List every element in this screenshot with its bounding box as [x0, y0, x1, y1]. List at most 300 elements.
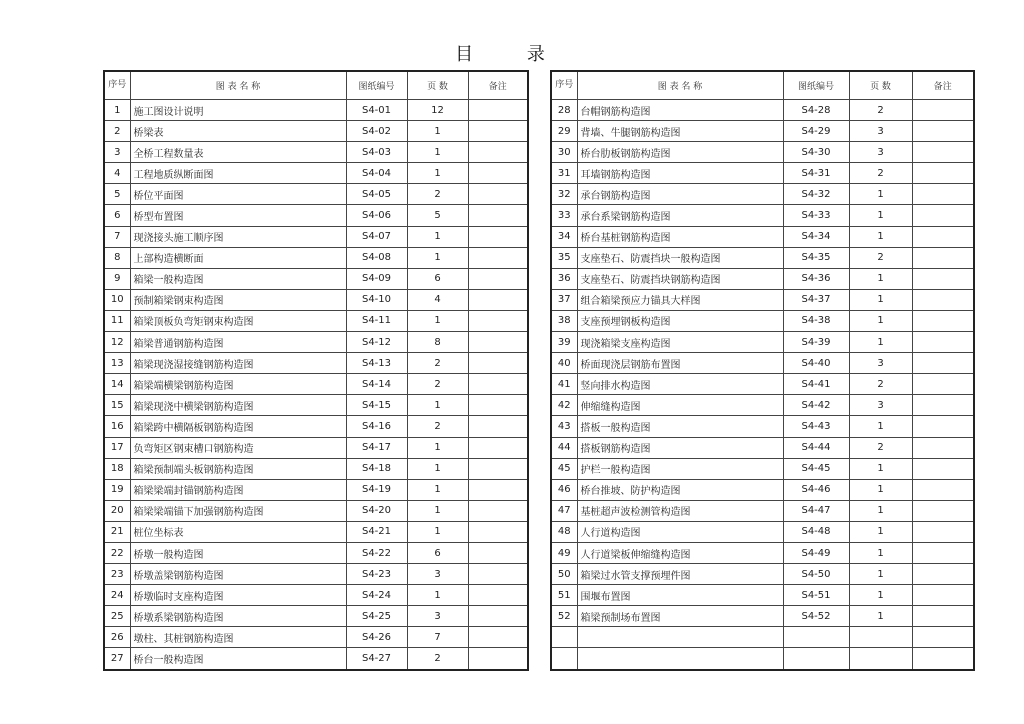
row-drawing-no: S4-43 [783, 416, 849, 437]
row-pages: 1 [849, 268, 912, 289]
row-seq: 37 [551, 289, 577, 310]
row-pages: 6 [407, 268, 468, 289]
table-row [104, 142, 528, 163]
row-pages: 1 [407, 163, 468, 184]
row-drawing-no: S4-23 [346, 564, 407, 585]
table-row [551, 606, 974, 627]
row-name: 人行道梁板伸缩缝构造图 [577, 542, 783, 563]
row-name: 桥面现浇层钢筋布置图 [577, 353, 783, 374]
table-row [104, 416, 528, 437]
row-pages: 2 [849, 437, 912, 458]
row-remark [468, 374, 528, 395]
row-pages: 1 [407, 247, 468, 268]
row-seq: 44 [551, 437, 577, 458]
row-name: 承台系梁钢筋构造图 [577, 205, 783, 226]
row-seq: 49 [551, 542, 577, 563]
row-pages: 1 [407, 226, 468, 247]
row-name: 桥墩系梁钢筋构造图 [130, 606, 346, 627]
row-drawing-no: S4-20 [346, 500, 407, 521]
table-row [551, 100, 974, 121]
header-pages: 页 数 [407, 71, 468, 100]
row-seq: 5 [104, 184, 130, 205]
row-pages: 1 [407, 521, 468, 542]
row-name [577, 627, 783, 648]
header-seq: 序号 [104, 71, 130, 100]
row-drawing-no: S4-40 [783, 353, 849, 374]
table-row [104, 353, 528, 374]
row-drawing-no: S4-14 [346, 374, 407, 395]
table-row [551, 395, 974, 416]
row-drawing-no: S4-38 [783, 310, 849, 331]
row-name: 桥位平面图 [130, 184, 346, 205]
row-name: 全桥工程数量表 [130, 142, 346, 163]
table-row [104, 500, 528, 521]
row-name: 桥型布置图 [130, 205, 346, 226]
table-row [104, 374, 528, 395]
row-remark [468, 142, 528, 163]
row-name: 桥梁表 [130, 121, 346, 142]
row-seq: 11 [104, 310, 130, 331]
table-row [104, 100, 528, 121]
row-remark [912, 585, 974, 606]
row-drawing-no [783, 648, 849, 670]
table-row [104, 289, 528, 310]
row-name: 箱梁过水管支撑预埋件图 [577, 564, 783, 585]
header-name: 图 表 名 称 [130, 71, 346, 100]
row-seq: 35 [551, 247, 577, 268]
row-drawing-no [783, 627, 849, 648]
row-seq: 25 [104, 606, 130, 627]
row-remark [468, 247, 528, 268]
row-drawing-no: S4-44 [783, 437, 849, 458]
row-seq: 15 [104, 395, 130, 416]
header-drawing-no: 图纸编号 [346, 71, 407, 100]
row-pages: 5 [407, 205, 468, 226]
row-drawing-no: S4-03 [346, 142, 407, 163]
table-row [551, 142, 974, 163]
row-drawing-no: S4-35 [783, 247, 849, 268]
header-remark: 备注 [468, 71, 528, 100]
row-pages: 3 [407, 606, 468, 627]
row-remark [468, 437, 528, 458]
row-seq: 47 [551, 500, 577, 521]
header-remark: 备注 [912, 71, 974, 100]
row-drawing-no: S4-24 [346, 585, 407, 606]
row-drawing-no: S4-22 [346, 542, 407, 563]
row-pages: 2 [407, 374, 468, 395]
row-name: 搭板一般构造图 [577, 416, 783, 437]
row-name: 现浇箱梁支座构造图 [577, 332, 783, 353]
row-drawing-no: S4-19 [346, 479, 407, 500]
row-seq: 1 [104, 100, 130, 121]
table-row [104, 542, 528, 563]
row-remark [468, 500, 528, 521]
row-name: 箱梁跨中横隔板钢筋构造图 [130, 416, 346, 437]
row-pages: 1 [407, 121, 468, 142]
row-pages: 1 [849, 479, 912, 500]
row-remark [468, 121, 528, 142]
row-pages: 1 [407, 500, 468, 521]
table-row [551, 479, 974, 500]
row-name: 搭板钢筋构造图 [577, 437, 783, 458]
table-row [551, 585, 974, 606]
table-row [551, 627, 974, 648]
row-drawing-no: S4-51 [783, 585, 849, 606]
table-row [551, 374, 974, 395]
row-remark [912, 479, 974, 500]
row-name: 台帽钢筋构造图 [577, 100, 783, 121]
row-pages: 1 [407, 479, 468, 500]
row-remark [912, 247, 974, 268]
row-seq: 19 [104, 479, 130, 500]
row-seq: 14 [104, 374, 130, 395]
table-row [551, 121, 974, 142]
row-seq: 26 [104, 627, 130, 648]
row-drawing-no: S4-28 [783, 100, 849, 121]
row-seq: 29 [551, 121, 577, 142]
row-pages: 1 [849, 521, 912, 542]
row-name: 现浇接头施工顺序图 [130, 226, 346, 247]
row-remark [468, 353, 528, 374]
row-seq: 40 [551, 353, 577, 374]
row-name: 桥墩临时支座构造图 [130, 585, 346, 606]
table-row [104, 437, 528, 458]
row-seq: 42 [551, 395, 577, 416]
row-drawing-no: S4-15 [346, 395, 407, 416]
row-pages: 1 [849, 564, 912, 585]
row-drawing-no: S4-48 [783, 521, 849, 542]
row-name: 箱梁预制场布置图 [577, 606, 783, 627]
row-name: 施工图设计说明 [130, 100, 346, 121]
row-name: 桥墩盖梁钢筋构造图 [130, 564, 346, 585]
row-drawing-no: S4-42 [783, 395, 849, 416]
row-drawing-no: S4-08 [346, 247, 407, 268]
row-seq: 21 [104, 521, 130, 542]
row-remark [468, 585, 528, 606]
row-seq: 36 [551, 268, 577, 289]
row-pages: 1 [407, 458, 468, 479]
table-row [104, 564, 528, 585]
row-name: 预制箱梁钢束构造图 [130, 289, 346, 310]
table-row [104, 395, 528, 416]
row-pages: 1 [849, 332, 912, 353]
row-remark [912, 226, 974, 247]
row-remark [468, 205, 528, 226]
row-name: 背墙、牛腿钢筋构造图 [577, 121, 783, 142]
row-seq: 24 [104, 585, 130, 606]
row-name: 桥台基桩钢筋构造图 [577, 226, 783, 247]
row-seq: 43 [551, 416, 577, 437]
row-pages: 8 [407, 332, 468, 353]
row-pages [849, 648, 912, 670]
row-pages: 12 [407, 100, 468, 121]
row-pages: 1 [849, 606, 912, 627]
table-row [104, 121, 528, 142]
row-remark [912, 163, 974, 184]
row-remark [468, 184, 528, 205]
row-name: 人行道构造图 [577, 521, 783, 542]
row-pages: 3 [407, 564, 468, 585]
row-drawing-no: S4-05 [346, 184, 407, 205]
row-seq: 10 [104, 289, 130, 310]
table-header-row [551, 71, 974, 100]
row-drawing-no: S4-16 [346, 416, 407, 437]
row-seq: 3 [104, 142, 130, 163]
table-row [551, 310, 974, 331]
table-row [551, 163, 974, 184]
row-drawing-no: S4-37 [783, 289, 849, 310]
table-row [104, 247, 528, 268]
row-drawing-no: S4-41 [783, 374, 849, 395]
table-row [551, 184, 974, 205]
row-remark [912, 374, 974, 395]
row-pages: 1 [849, 416, 912, 437]
row-pages: 2 [407, 353, 468, 374]
row-remark [912, 542, 974, 563]
table-row [104, 205, 528, 226]
table-header-row [104, 71, 528, 100]
row-pages: 1 [849, 289, 912, 310]
row-remark [468, 100, 528, 121]
row-seq: 27 [104, 648, 130, 670]
row-name: 组合箱梁预应力锚具大样图 [577, 289, 783, 310]
row-seq: 48 [551, 521, 577, 542]
row-drawing-no: S4-27 [346, 648, 407, 670]
table-row [104, 184, 528, 205]
row-remark [912, 437, 974, 458]
row-drawing-no: S4-49 [783, 542, 849, 563]
row-drawing-no: S4-45 [783, 458, 849, 479]
table-row [551, 205, 974, 226]
row-drawing-no: S4-02 [346, 121, 407, 142]
row-remark [468, 268, 528, 289]
row-pages: 4 [407, 289, 468, 310]
table-row [551, 247, 974, 268]
row-pages: 3 [849, 142, 912, 163]
table-row [104, 627, 528, 648]
table-row [104, 458, 528, 479]
row-drawing-no: S4-18 [346, 458, 407, 479]
row-remark [468, 521, 528, 542]
row-name: 箱梁梁端封锚钢筋构造图 [130, 479, 346, 500]
table-row [551, 332, 974, 353]
row-remark [912, 500, 974, 521]
row-remark [912, 100, 974, 121]
row-pages [849, 627, 912, 648]
row-seq: 33 [551, 205, 577, 226]
row-name: 墩柱、其桩钢筋构造图 [130, 627, 346, 648]
row-seq: 17 [104, 437, 130, 458]
row-remark [912, 627, 974, 648]
row-name: 负弯矩区钢束槽口钢筋构造 [130, 437, 346, 458]
row-pages: 1 [849, 184, 912, 205]
table-row [104, 521, 528, 542]
row-remark [912, 289, 974, 310]
row-seq: 16 [104, 416, 130, 437]
row-remark [912, 332, 974, 353]
row-seq: 39 [551, 332, 577, 353]
row-pages: 1 [407, 437, 468, 458]
row-remark [912, 121, 974, 142]
table-row [551, 564, 974, 585]
row-remark [468, 458, 528, 479]
row-name: 箱梁梁端锚下加强钢筋构造图 [130, 500, 346, 521]
row-seq: 52 [551, 606, 577, 627]
row-pages: 1 [849, 500, 912, 521]
row-seq: 30 [551, 142, 577, 163]
row-remark [468, 289, 528, 310]
row-drawing-no: S4-32 [783, 184, 849, 205]
row-drawing-no: S4-26 [346, 627, 407, 648]
row-remark [912, 268, 974, 289]
row-remark [468, 564, 528, 585]
row-name: 箱梁端横梁钢筋构造图 [130, 374, 346, 395]
catalog-table-left [103, 70, 529, 671]
row-seq: 6 [104, 205, 130, 226]
header-seq: 序号 [551, 71, 577, 100]
row-name: 箱梁顶板负弯矩钢束构造图 [130, 310, 346, 331]
table-row [551, 226, 974, 247]
row-remark [912, 606, 974, 627]
row-drawing-no: S4-33 [783, 205, 849, 226]
table-row [104, 648, 528, 670]
row-seq: 22 [104, 542, 130, 563]
row-drawing-no: S4-39 [783, 332, 849, 353]
row-drawing-no: S4-01 [346, 100, 407, 121]
row-remark [912, 353, 974, 374]
row-seq: 38 [551, 310, 577, 331]
table-row [551, 458, 974, 479]
row-seq: 8 [104, 247, 130, 268]
row-drawing-no: S4-25 [346, 606, 407, 627]
row-remark [468, 395, 528, 416]
row-name: 支座预埋钢板构造图 [577, 310, 783, 331]
table-row [104, 226, 528, 247]
row-remark [468, 648, 528, 670]
row-pages: 1 [849, 226, 912, 247]
row-pages: 2 [407, 416, 468, 437]
row-name: 箱梁预制端头板钢筋构造图 [130, 458, 346, 479]
row-pages: 2 [849, 247, 912, 268]
row-seq [551, 648, 577, 670]
row-remark [468, 226, 528, 247]
row-remark [912, 184, 974, 205]
row-drawing-no: S4-50 [783, 564, 849, 585]
row-name: 箱梁一般构造图 [130, 268, 346, 289]
row-remark [912, 205, 974, 226]
table-row [104, 479, 528, 500]
row-seq: 50 [551, 564, 577, 585]
row-seq: 28 [551, 100, 577, 121]
row-name: 桥台肋板钢筋构造图 [577, 142, 783, 163]
row-drawing-no: S4-17 [346, 437, 407, 458]
row-remark [912, 521, 974, 542]
row-seq: 45 [551, 458, 577, 479]
table-row [104, 606, 528, 627]
row-pages: 1 [849, 205, 912, 226]
table-row [104, 310, 528, 331]
header-pages: 页 数 [849, 71, 912, 100]
row-name: 桥墩一般构造图 [130, 542, 346, 563]
row-remark [912, 458, 974, 479]
table-row [104, 163, 528, 184]
row-drawing-no: S4-13 [346, 353, 407, 374]
row-seq: 18 [104, 458, 130, 479]
row-seq: 23 [104, 564, 130, 585]
row-drawing-no: S4-11 [346, 310, 407, 331]
table-row [551, 648, 974, 670]
row-pages: 1 [407, 142, 468, 163]
row-drawing-no: S4-30 [783, 142, 849, 163]
row-remark [468, 627, 528, 648]
row-remark [468, 416, 528, 437]
row-pages: 2 [407, 648, 468, 670]
row-seq: 2 [104, 121, 130, 142]
row-drawing-no: S4-04 [346, 163, 407, 184]
row-seq: 7 [104, 226, 130, 247]
row-name: 基桩超声波检测管构造图 [577, 500, 783, 521]
row-remark [912, 142, 974, 163]
row-drawing-no: S4-10 [346, 289, 407, 310]
row-name: 上部构造横断面 [130, 247, 346, 268]
table-row [551, 353, 974, 374]
row-name: 承台钢筋构造图 [577, 184, 783, 205]
catalog-table-right [550, 70, 975, 671]
row-seq: 20 [104, 500, 130, 521]
row-seq: 31 [551, 163, 577, 184]
row-seq: 4 [104, 163, 130, 184]
row-seq: 41 [551, 374, 577, 395]
row-name: 围堰布置图 [577, 585, 783, 606]
row-seq: 34 [551, 226, 577, 247]
row-name: 桩位坐标表 [130, 521, 346, 542]
row-pages: 3 [849, 395, 912, 416]
row-name: 耳墙钢筋构造图 [577, 163, 783, 184]
row-pages: 2 [407, 184, 468, 205]
row-name [577, 648, 783, 670]
row-remark [912, 310, 974, 331]
row-drawing-no: S4-52 [783, 606, 849, 627]
row-seq [551, 627, 577, 648]
table-row [551, 289, 974, 310]
row-remark [468, 310, 528, 331]
table-row [551, 437, 974, 458]
row-drawing-no: S4-34 [783, 226, 849, 247]
row-drawing-no: S4-21 [346, 521, 407, 542]
row-pages: 1 [407, 395, 468, 416]
row-name: 桥台推坡、防护构造图 [577, 479, 783, 500]
row-seq: 51 [551, 585, 577, 606]
row-remark [912, 416, 974, 437]
header-drawing-no: 图纸编号 [783, 71, 849, 100]
row-remark [468, 479, 528, 500]
row-name: 支座垫石、防震挡块一般构造图 [577, 247, 783, 268]
row-drawing-no: S4-29 [783, 121, 849, 142]
row-name: 护栏一般构造图 [577, 458, 783, 479]
row-name: 工程地质纵断面图 [130, 163, 346, 184]
row-seq: 12 [104, 332, 130, 353]
row-drawing-no: S4-06 [346, 205, 407, 226]
row-drawing-no: S4-07 [346, 226, 407, 247]
row-pages: 2 [849, 163, 912, 184]
row-name: 伸缩缝构造图 [577, 395, 783, 416]
row-seq: 32 [551, 184, 577, 205]
row-remark [468, 542, 528, 563]
row-pages: 2 [849, 100, 912, 121]
row-drawing-no: S4-09 [346, 268, 407, 289]
row-pages: 1 [849, 310, 912, 331]
row-name: 箱梁现浇湿接缝钢筋构造图 [130, 353, 346, 374]
